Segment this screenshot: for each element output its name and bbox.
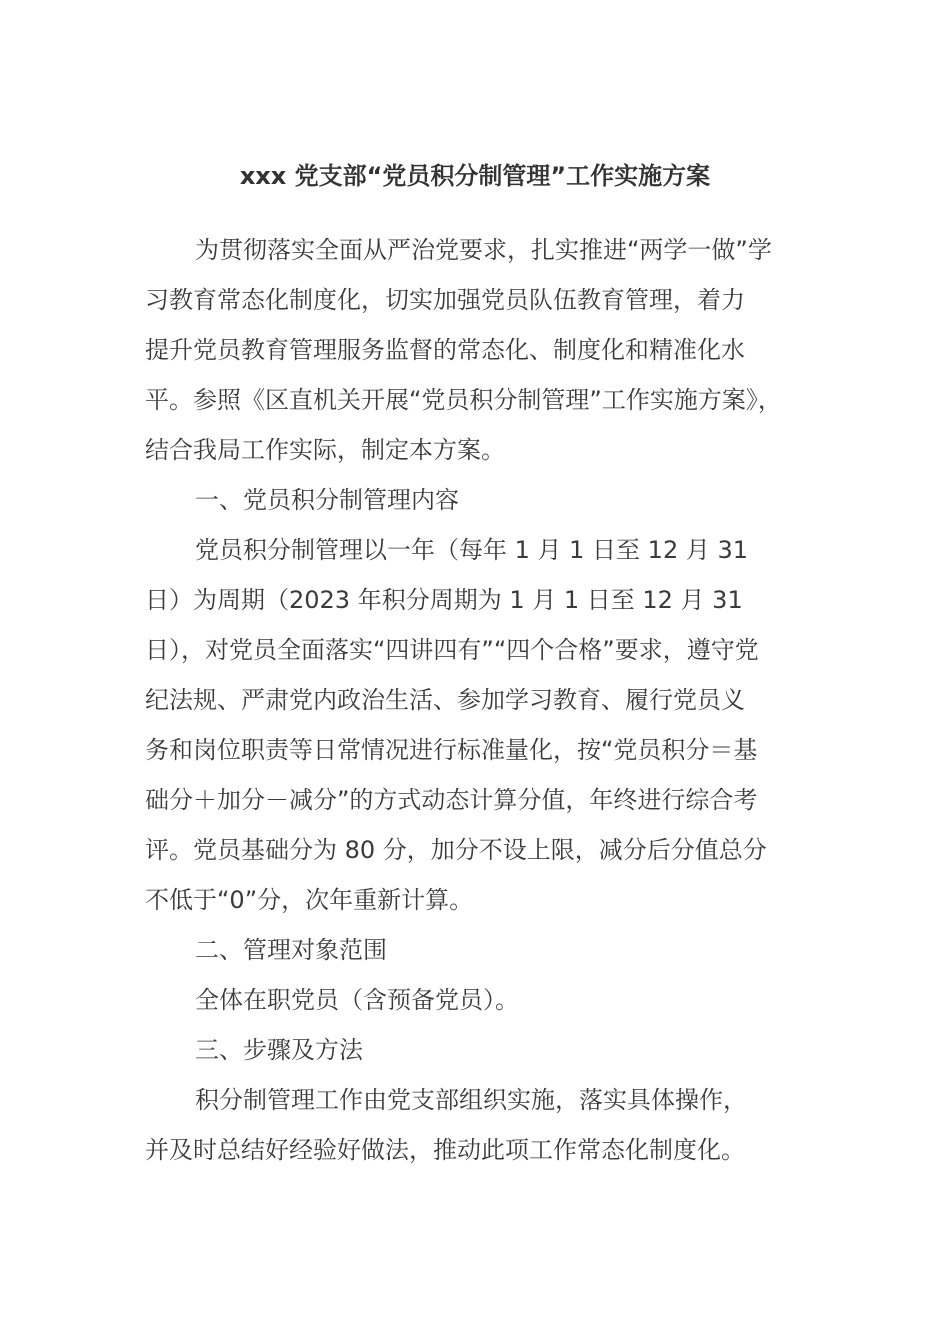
document-title: xxx 党支部“党员积分制管理”工作实施方案 [239, 162, 711, 190]
paragraph-line: 并及时总结好经验好做法，推动此项工作常态化制度化。 [145, 1136, 745, 1164]
paragraph-line: 日），对党员全面落实“四讲四有”“四个合格”要求，遵守党 [145, 636, 759, 664]
section-heading: 三、步骤及方法 [195, 1036, 363, 1064]
paragraph-line: 务和岗位职责等日常情况进行标准量化，按“党员积分＝基 [145, 736, 758, 764]
paragraph-line: 平。参照《区直机关开展“党员积分制管理”工作实施方案》， [145, 386, 782, 414]
paragraph-line: 日）为周期（2023 年积分周期为 1 月 1 日至 12 月 31 [145, 586, 743, 614]
paragraph-line: 提升党员教育管理服务监督的常态化、制度化和精准化水 [145, 336, 745, 364]
paragraph-line: 纪法规、严肃党内政治生活、参加学习教育、履行党员义 [145, 686, 745, 714]
paragraph-line: 习教育常态化制度化，切实加强党员队伍教育管理，着力 [145, 286, 745, 314]
paragraph-line: 全体在职党员（含预备党员）。 [195, 986, 519, 1014]
paragraph-line: 评。党员基础分为 80 分，加分不设上限，减分后分值总分 [145, 836, 767, 864]
paragraph-line: 不低于“0”分，次年重新计算。 [145, 886, 474, 914]
paragraph-line: 结合我局工作实际，制定本方案。 [145, 436, 505, 464]
section-heading: 一、党员积分制管理内容 [195, 486, 459, 514]
paragraph-line: 为贯彻落实全面从严治党要求，扎实推进“两学一做”学 [195, 236, 772, 264]
paragraph-line: 党员积分制管理以一年（每年 1 月 1 日至 12 月 31 [195, 536, 749, 564]
paragraph-line: 积分制管理工作由党支部组织实施，落实具体操作， [195, 1086, 747, 1114]
section-heading: 二、管理对象范围 [195, 936, 387, 964]
paragraph-line: 础分＋加分－减分”的方式动态计算分值，年终进行综合考 [145, 786, 758, 814]
